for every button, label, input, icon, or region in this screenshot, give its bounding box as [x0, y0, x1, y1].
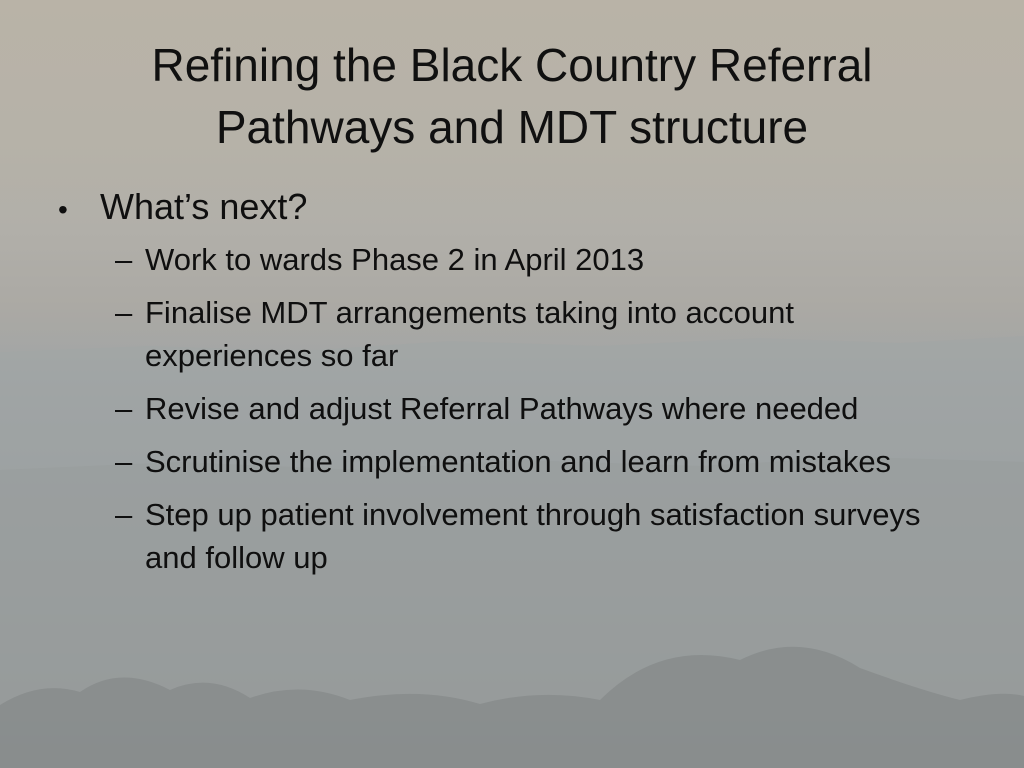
sub-bullet-text: Finalise MDT arrangements taking into account experiences so far: [145, 295, 795, 373]
sub-bullet-item: [115, 387, 958, 430]
slide-title: [60, 34, 964, 158]
slide-content: [58, 182, 958, 589]
sub-bullet-text: Revise and adjust Referral Pathways where needed: [145, 391, 859, 426]
sub-bullet-item: [115, 493, 958, 579]
dash-marker: –: [115, 242, 133, 277]
dash-marker: –: [115, 295, 133, 330]
dash-marker: –: [115, 497, 133, 532]
sub-bullet-item: [115, 291, 958, 377]
sub-bullet-item: [115, 238, 958, 281]
sub-bullet-text: Step up patient involvement through satisfaction surveys and follow up: [145, 497, 921, 575]
sub-bullet-text: Work to wards Phase 2 in April 2013: [145, 242, 645, 277]
title-line: Pathways and MDT structure: [215, 101, 809, 153]
title-line: Refining the Black Country Referral: [151, 39, 873, 91]
bullet-marker: •: [58, 194, 68, 225]
bullet-item: [58, 182, 958, 235]
bullet-text: What’s next?: [100, 186, 308, 227]
sub-bullet-list: [58, 238, 958, 579]
dash-marker: –: [115, 391, 133, 426]
sub-bullet-item: [115, 440, 958, 483]
sub-bullet-text: Scrutinise the implementation and learn from mistakes: [145, 444, 892, 479]
dash-marker: –: [115, 444, 133, 479]
